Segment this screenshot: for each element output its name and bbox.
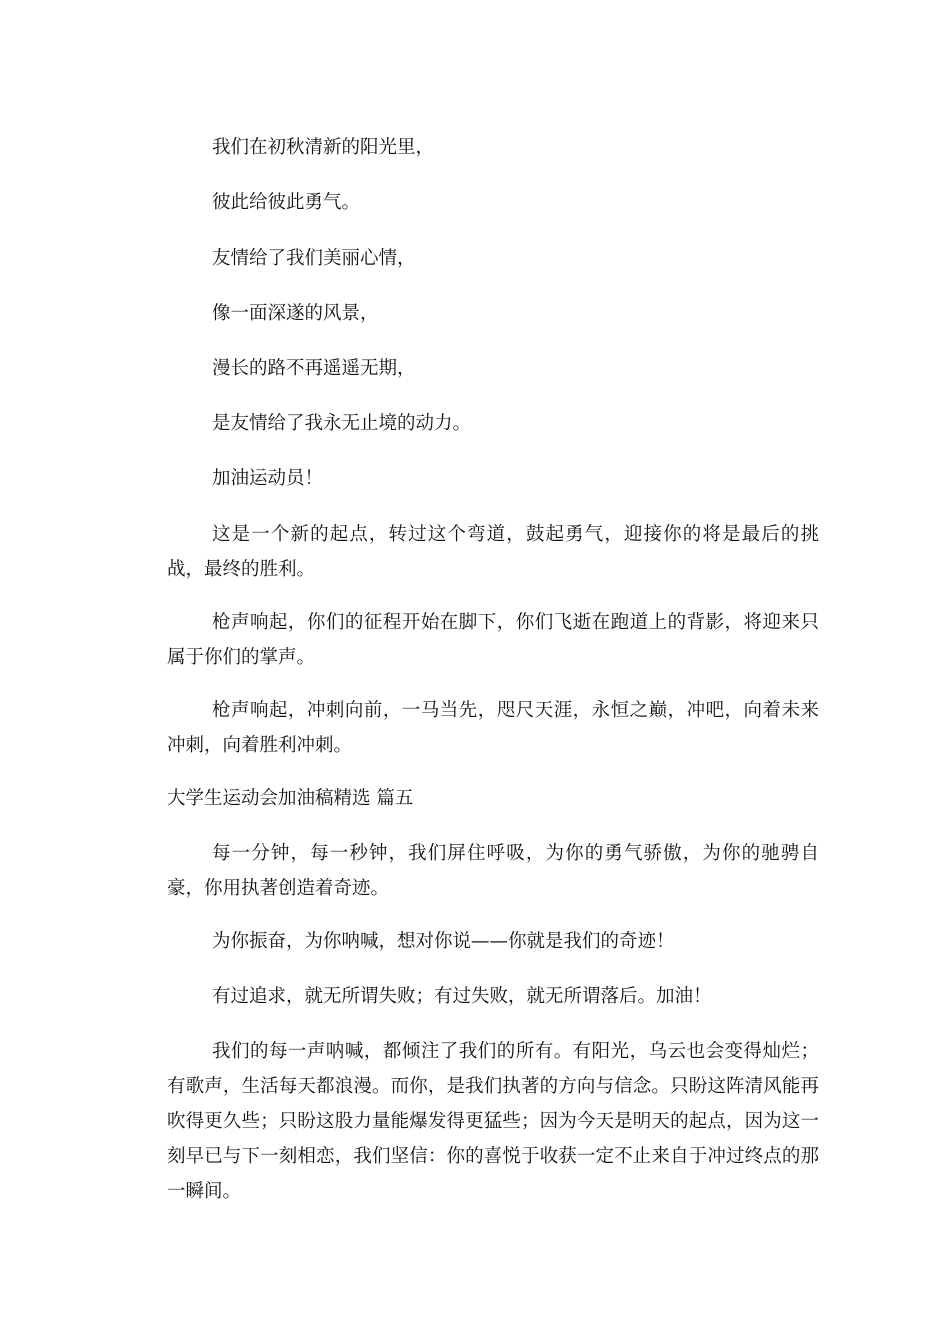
- poem-line: 是友情给了我永无止境的动力。: [212, 413, 472, 434]
- poem-line: 彼此给彼此勇气。: [212, 192, 361, 213]
- body-paragraph: 这是一个新的起点，转过这个弯道，鼓起勇气，迎接你的将是最后的挑战，最终的胜利。: [167, 524, 819, 580]
- poem-line: 像一面深遂的风景，: [212, 303, 379, 324]
- body-paragraph: 每一分钟，每一秒钟，我们屏住呼吸，为你的勇气骄傲，为你的驰骋自豪，你用执著创造着奇迹。: [167, 843, 819, 899]
- poem-line: 加油运动员！: [212, 468, 324, 489]
- body-paragraph: 我们的每一声呐喊，都倾注了我们的所有。有阳光，乌云也会变得灿烂；有歌声，生活每天都浪漫。而你，是我们执著的方向与信念。只盼这阵清风能再吹得更久些；只盼这股力量能爆发得更猛些；因为今天是明天的起点，因为这一刻早已与下一刻相恋，我们坚信：你的喜悦于收获一定不止来自于冲过终点的那一瞬间。: [167, 1041, 819, 1202]
- poem-line: 漫长的路不再遥遥无期，: [212, 358, 416, 379]
- poem-line: 友情给了我们美丽心情，: [212, 248, 416, 269]
- body-paragraph: 有过追求，就无所谓失败；有过失败，就无所谓落后。加油！: [212, 986, 712, 1007]
- poem-line: 我们在初秋清新的阳光里，: [212, 137, 435, 158]
- body-paragraph: 枪声响起，你们的征程开始在脚下，你们飞逝在跑道上的背影，将迎来只属于你们的掌声。: [167, 612, 819, 668]
- body-paragraph: 为你振奋，为你呐喊，想对你说——你就是我们的奇迹！: [212, 931, 675, 952]
- section-heading: 大学生运动会加油稿精选 篇五: [167, 788, 414, 809]
- body-paragraph: 枪声响起，冲刺向前，一马当先，咫尺天涯，永恒之巅，冲吧，向着未来冲刺，向着胜利冲刺。: [167, 700, 819, 756]
